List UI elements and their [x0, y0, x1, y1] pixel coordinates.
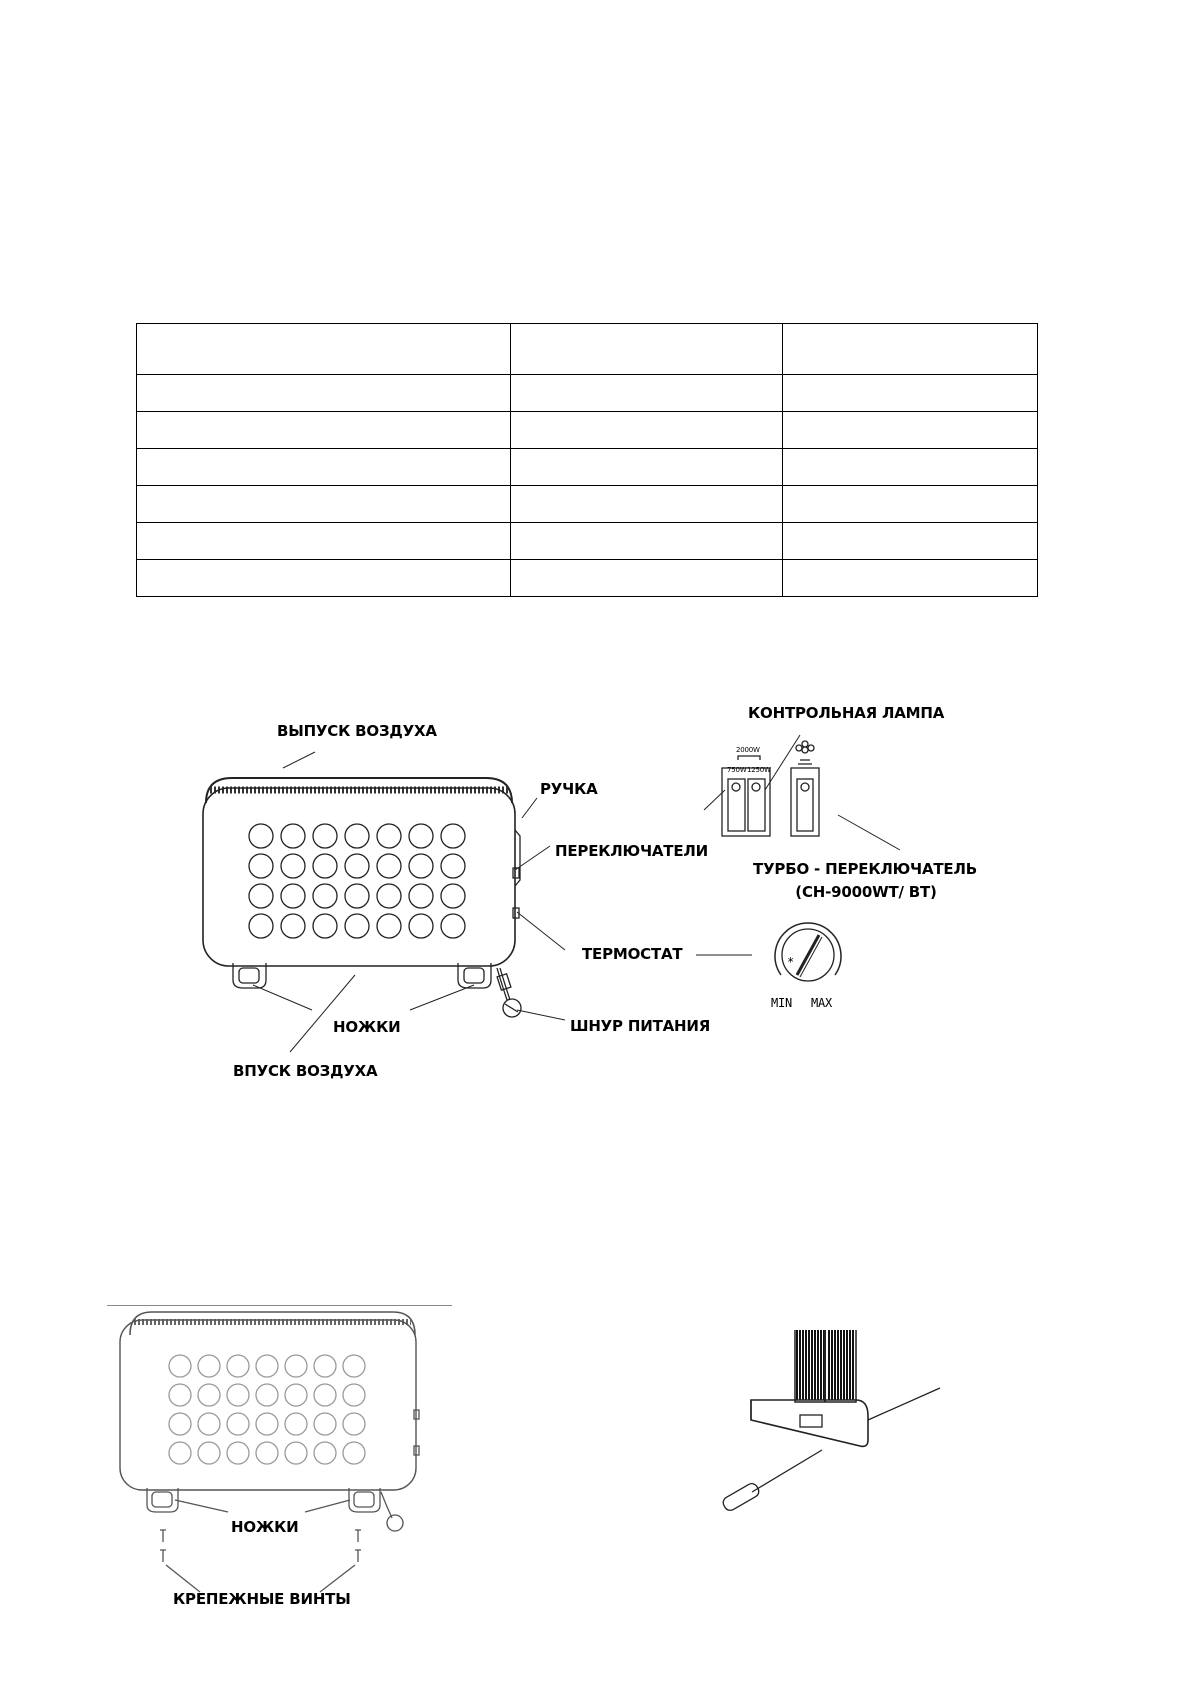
heater-front-view — [203, 778, 521, 1017]
label-power-1250w: 1250W — [747, 766, 771, 774]
foot-mounting-detail — [721, 1330, 940, 1513]
label-thermostat: ТЕРМОСТАТ — [582, 945, 683, 963]
dial-star-mark: * — [787, 955, 795, 969]
label-power-2000w: 2000W — [736, 746, 760, 754]
label-switches: ПЕРЕКЛЮЧАТЕЛИ — [555, 842, 708, 860]
label-control-lamp: КОНТРОЛЬНАЯ ЛАМПА — [748, 704, 945, 722]
label-assembly-screws: КРЕПЕЖНЫЕ ВИНТЫ — [173, 1590, 351, 1608]
label-power-750w: 750W — [727, 766, 747, 774]
label-assembly-feet: НОЖКИ — [231, 1518, 299, 1536]
cropped-image-top-edge — [107, 1305, 452, 1306]
label-power-cord: ШНУР ПИТАНИЯ — [570, 1017, 711, 1035]
switch-panel-detail — [722, 741, 819, 836]
label-handle: РУЧКА — [540, 780, 598, 798]
label-turbo-models: (CH-9000WT/ BT) — [795, 883, 937, 901]
assembly-heater-view — [120, 1312, 419, 1592]
label-air-inlet: ВПУСК ВОЗДУХА — [233, 1062, 378, 1080]
thermostat-dial-detail — [775, 923, 841, 981]
dial-min-label: MIN — [771, 996, 793, 1010]
label-turbo-switch: ТУРБО - ПЕРЕКЛЮЧАТЕЛЬ — [753, 860, 977, 878]
heater-vent-holes — [249, 824, 465, 938]
dial-max-label: MAX — [811, 996, 833, 1010]
label-feet: НОЖКИ — [333, 1018, 401, 1036]
label-air-outlet: ВЫПУСК ВОЗДУХА — [277, 722, 437, 740]
